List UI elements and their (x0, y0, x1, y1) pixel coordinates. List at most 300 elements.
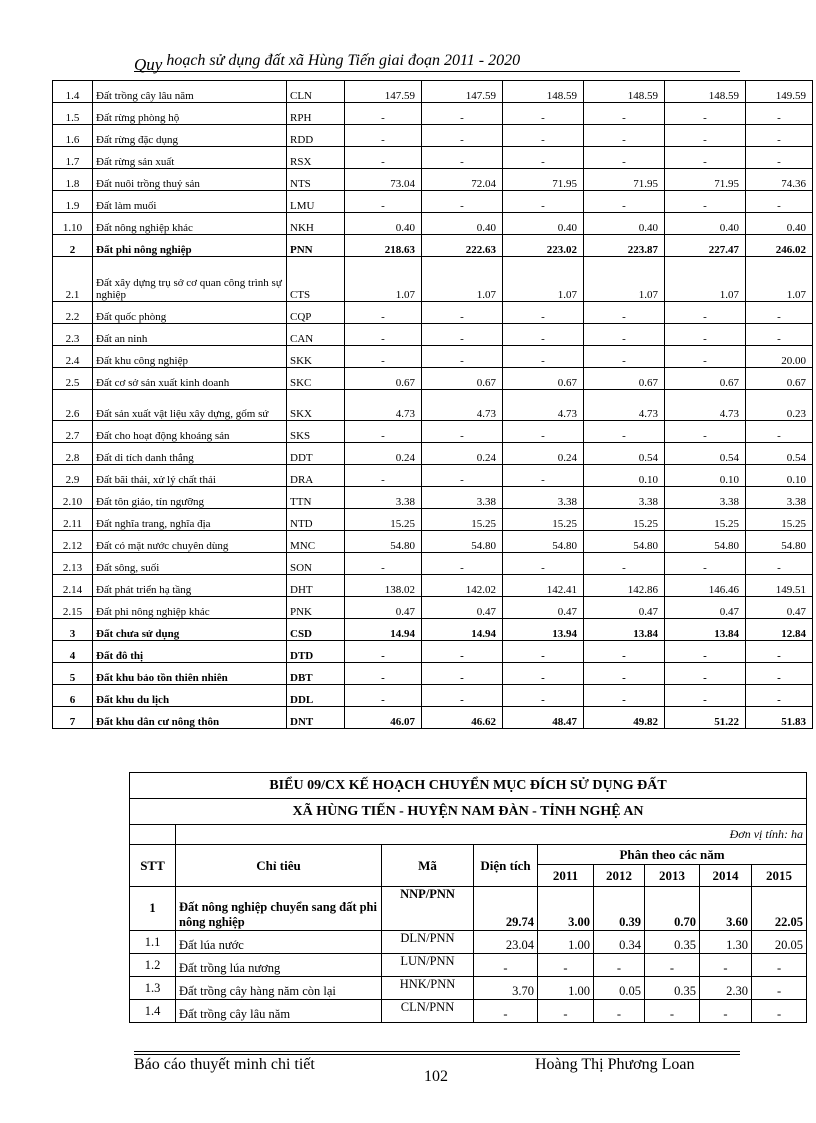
row-value: - (584, 324, 665, 346)
row-value: 0.54 (665, 443, 746, 465)
table-row (53, 125, 813, 147)
footer-author: Hoàng Thị Phương Loan (535, 1056, 695, 1073)
conversion-plan-table (129, 772, 807, 1023)
header-year: 2014 (700, 865, 752, 887)
header-stt: STT (130, 845, 176, 887)
row-value: - (345, 302, 422, 324)
row-value: 142.86 (584, 575, 665, 597)
row-code: NNP/PNN (382, 887, 474, 931)
header-title: hoạch sử dụng đất xã Hùng Tiến giai đoạn 2011 - 2020 (166, 52, 521, 69)
row-value: - (746, 663, 813, 685)
row-value: 14.94 (345, 619, 422, 641)
row-value: 4.73 (584, 390, 665, 421)
row-name: Đất có mặt nước chuyên dùng (93, 531, 287, 553)
row-code: CLN/PNN (382, 1000, 474, 1023)
row-value: - (746, 103, 813, 125)
row-name: Đất trồng cây hàng năm còn lại (176, 977, 382, 1000)
row-stt: 1.7 (53, 147, 93, 169)
row-name: Đất trồng cây lâu năm (176, 1000, 382, 1023)
row-stt: 2.15 (53, 597, 93, 619)
row-code: DRA (287, 465, 345, 487)
row-code: CAN (287, 324, 345, 346)
row-stt: 2.2 (53, 302, 93, 324)
row-value: - (746, 147, 813, 169)
row-stt: 1.2 (130, 954, 176, 977)
row-value: - (665, 324, 746, 346)
row-value: - (345, 641, 422, 663)
row-value: 0.67 (746, 368, 813, 390)
row-name: Đất làm muối (93, 191, 287, 213)
row-name: Đất cho hoạt động khoáng sản (93, 421, 287, 443)
row-value: 0.24 (422, 443, 503, 465)
row-value: - (752, 1000, 807, 1023)
row-value: - (503, 324, 584, 346)
table-row (53, 324, 813, 346)
row-value: 146.46 (665, 575, 746, 597)
row-value: 54.80 (422, 531, 503, 553)
row-value: 3.38 (422, 487, 503, 509)
row-name: Đất xây dựng trụ sở cơ quan công trình sự nghiệp (93, 257, 287, 302)
row-value: 72.04 (422, 169, 503, 191)
table-row (53, 619, 813, 641)
row-name: Đất nuôi trồng thuỷ sản (93, 169, 287, 191)
page-header (134, 50, 521, 74)
row-value: 22.05 (752, 887, 807, 931)
row-name: Đất rừng sản xuất (93, 147, 287, 169)
row-value: - (752, 977, 807, 1000)
row-stt: 2.6 (53, 390, 93, 421)
row-code: DDT (287, 443, 345, 465)
table-row (53, 685, 813, 707)
row-value: - (422, 324, 503, 346)
row-value: - (665, 346, 746, 368)
row-stt: 1.9 (53, 191, 93, 213)
table-row (53, 465, 813, 487)
row-code: DDL (287, 685, 345, 707)
row-code: LUN/PNN (382, 954, 474, 977)
table-row (53, 103, 813, 125)
row-name: Đất khu du lịch (93, 685, 287, 707)
table-row (53, 368, 813, 390)
table-row (53, 346, 813, 368)
row-name: Đất nông nghiệp khác (93, 213, 287, 235)
table-row (53, 575, 813, 597)
row-value: - (422, 346, 503, 368)
row-value: 3.60 (700, 887, 752, 931)
row-value: 0.47 (345, 597, 422, 619)
table-row (130, 931, 807, 954)
row-value: 1.07 (584, 257, 665, 302)
row-code: SKS (287, 421, 345, 443)
row-value: - (665, 103, 746, 125)
row-value: - (746, 191, 813, 213)
table-row (53, 707, 813, 729)
row-value: 3.38 (584, 487, 665, 509)
row-value: 147.59 (345, 81, 422, 103)
row-code: RPH (287, 103, 345, 125)
table-row (53, 641, 813, 663)
header-prefix: Quy (134, 55, 163, 74)
table2-title: BIỂU 09/CX KẾ HOẠCH CHUYỂN MỤC ĐÍCH SỬ DỤNG ĐẤT (130, 773, 807, 799)
footer-left: Báo cáo thuyết minh chi tiết (134, 1056, 315, 1073)
row-value: - (422, 191, 503, 213)
row-code: HNK/PNN (382, 977, 474, 1000)
row-value: - (584, 103, 665, 125)
row-value: - (422, 553, 503, 575)
row-value: - (665, 685, 746, 707)
row-value: 71.95 (665, 169, 746, 191)
row-value: - (665, 191, 746, 213)
row-value: 12.84 (746, 619, 813, 641)
header-years-group: Phân theo các năm (538, 845, 807, 865)
row-name: Đất trồng cây lâu năm (93, 81, 287, 103)
row-value: - (345, 685, 422, 707)
row-value: - (422, 685, 503, 707)
row-name: Đất cơ sở sản xuất kinh doanh (93, 368, 287, 390)
row-value: 15.25 (665, 509, 746, 531)
row-stt: 2.7 (53, 421, 93, 443)
row-value: 3.38 (345, 487, 422, 509)
table-row (53, 390, 813, 421)
row-value: 222.63 (422, 235, 503, 257)
row-value: - (594, 954, 645, 977)
row-value: - (503, 302, 584, 324)
row-code: NKH (287, 213, 345, 235)
row-value: 227.47 (665, 235, 746, 257)
row-name: Đất tôn giáo, tín ngưỡng (93, 487, 287, 509)
row-stt: 2.1 (53, 257, 93, 302)
row-value: 2.30 (700, 977, 752, 1000)
row-value: 1.00 (538, 931, 594, 954)
row-value: 20.05 (752, 931, 807, 954)
row-code: CTS (287, 257, 345, 302)
row-code: DBT (287, 663, 345, 685)
row-code: NTS (287, 169, 345, 191)
row-code: SKK (287, 346, 345, 368)
row-value: 148.59 (665, 81, 746, 103)
row-value: - (345, 465, 422, 487)
row-stt: 2.3 (53, 324, 93, 346)
row-name: Đất an ninh (93, 324, 287, 346)
row-stt: 6 (53, 685, 93, 707)
row-value: 4.73 (422, 390, 503, 421)
row-stt: 2.10 (53, 487, 93, 509)
row-name: Đất lúa nước (176, 931, 382, 954)
row-name: Đất phi nông nghiệp khác (93, 597, 287, 619)
row-value: - (665, 553, 746, 575)
row-value: 1.07 (746, 257, 813, 302)
row-value: - (345, 421, 422, 443)
row-code: SKC (287, 368, 345, 390)
row-stt: 2.12 (53, 531, 93, 553)
table-row (53, 147, 813, 169)
row-value: 246.02 (746, 235, 813, 257)
row-value: 74.36 (746, 169, 813, 191)
header-name: Chỉ tiêu (176, 845, 382, 887)
header-code: Mã (382, 845, 474, 887)
row-value: 4.73 (665, 390, 746, 421)
table-row (53, 169, 813, 191)
row-value: 0.54 (746, 443, 813, 465)
row-value: 218.63 (345, 235, 422, 257)
row-value: - (422, 641, 503, 663)
row-area: - (474, 1000, 538, 1023)
row-value: - (345, 346, 422, 368)
row-value: - (584, 553, 665, 575)
row-value: 0.05 (594, 977, 645, 1000)
row-stt: 1.3 (130, 977, 176, 1000)
row-value: - (700, 1000, 752, 1023)
row-stt: 1.6 (53, 125, 93, 147)
row-code: MNC (287, 531, 345, 553)
table-row (53, 553, 813, 575)
row-value: 0.47 (746, 597, 813, 619)
row-value: - (538, 954, 594, 977)
row-value: - (665, 147, 746, 169)
row-value: 0.40 (422, 213, 503, 235)
row-code: CQP (287, 302, 345, 324)
row-value: - (422, 103, 503, 125)
table-row (130, 887, 807, 931)
table-row (53, 81, 813, 103)
row-value: - (594, 1000, 645, 1023)
table-row (53, 663, 813, 685)
row-stt: 5 (53, 663, 93, 685)
row-value: 15.25 (422, 509, 503, 531)
row-area: - (474, 954, 538, 977)
table-row (53, 509, 813, 531)
row-name: Đất quốc phòng (93, 302, 287, 324)
row-value: 148.59 (584, 81, 665, 103)
header-year: 2013 (645, 865, 700, 887)
row-value: 0.39 (594, 887, 645, 931)
row-value: 223.87 (584, 235, 665, 257)
row-value: - (584, 191, 665, 213)
row-value: 51.83 (746, 707, 813, 729)
row-value: 0.47 (503, 597, 584, 619)
row-value: - (422, 302, 503, 324)
row-stt: 1.5 (53, 103, 93, 125)
row-value: 0.10 (746, 465, 813, 487)
row-area: 3.70 (474, 977, 538, 1000)
row-value: 147.59 (422, 81, 503, 103)
row-value: - (503, 663, 584, 685)
row-value: 0.40 (746, 213, 813, 235)
row-value: 54.80 (503, 531, 584, 553)
row-value: - (503, 685, 584, 707)
row-value: - (503, 465, 584, 487)
row-code: DNT (287, 707, 345, 729)
row-stt: 7 (53, 707, 93, 729)
row-value: 13.94 (503, 619, 584, 641)
header-year: 2015 (752, 865, 807, 887)
row-value: 15.25 (584, 509, 665, 531)
row-value: - (345, 324, 422, 346)
row-value: 0.24 (503, 443, 584, 465)
row-stt: 3 (53, 619, 93, 641)
row-value: 13.84 (665, 619, 746, 641)
row-value: 46.07 (345, 707, 422, 729)
row-code: TTN (287, 487, 345, 509)
row-value: - (700, 954, 752, 977)
table2-subtitle: XÃ HÙNG TIẾN - HUYỆN NAM ĐÀN - TỈNH NGHỆ AN (130, 799, 807, 825)
row-value: 0.67 (665, 368, 746, 390)
row-value: 138.02 (345, 575, 422, 597)
table-row (53, 531, 813, 553)
row-value: - (665, 641, 746, 663)
row-value: 149.51 (746, 575, 813, 597)
row-code: SKX (287, 390, 345, 421)
row-value: - (345, 553, 422, 575)
footer-divider (134, 1051, 740, 1052)
row-stt: 1 (130, 887, 176, 931)
row-value: - (503, 125, 584, 147)
table-row (130, 1000, 807, 1023)
row-value: - (345, 663, 422, 685)
footer-divider (134, 1054, 740, 1055)
row-value: 0.67 (345, 368, 422, 390)
row-value: 3.38 (665, 487, 746, 509)
row-code: CSD (287, 619, 345, 641)
table-row (53, 487, 813, 509)
table-row (53, 213, 813, 235)
row-code: RDD (287, 125, 345, 147)
row-value: 48.47 (503, 707, 584, 729)
row-value: 142.02 (422, 575, 503, 597)
row-value: 0.40 (345, 213, 422, 235)
row-value: 0.40 (584, 213, 665, 235)
row-value: 14.94 (422, 619, 503, 641)
row-value: 1.07 (665, 257, 746, 302)
row-stt: 2.8 (53, 443, 93, 465)
row-value: 4.73 (503, 390, 584, 421)
row-value: 46.62 (422, 707, 503, 729)
row-value: - (345, 147, 422, 169)
header-divider (134, 71, 740, 72)
row-value: - (746, 641, 813, 663)
header-year: 2012 (594, 865, 645, 887)
row-value: 4.73 (345, 390, 422, 421)
row-name: Đất khu bảo tồn thiên nhiên (93, 663, 287, 685)
row-value: 1.07 (422, 257, 503, 302)
row-value: 15.25 (746, 509, 813, 531)
row-name: Đất phi nông nghiệp (93, 235, 287, 257)
row-value: - (584, 302, 665, 324)
row-value: 0.40 (503, 213, 584, 235)
row-value: - (746, 324, 813, 346)
row-value: 0.67 (422, 368, 503, 390)
row-value: 0.67 (584, 368, 665, 390)
row-value: - (584, 421, 665, 443)
row-stt: 2.5 (53, 368, 93, 390)
row-code: RSX (287, 147, 345, 169)
row-value: - (665, 125, 746, 147)
row-value: - (584, 147, 665, 169)
row-value: - (538, 1000, 594, 1023)
row-value: 13.84 (584, 619, 665, 641)
row-code: LMU (287, 191, 345, 213)
row-value: - (503, 346, 584, 368)
row-stt: 1.4 (53, 81, 93, 103)
row-value: - (665, 302, 746, 324)
table-row (130, 954, 807, 977)
row-value: - (422, 125, 503, 147)
table-row (53, 191, 813, 213)
row-stt: 2.13 (53, 553, 93, 575)
row-value: 71.95 (584, 169, 665, 191)
row-value: 0.34 (594, 931, 645, 954)
row-value: 54.80 (665, 531, 746, 553)
row-stt: 1.1 (130, 931, 176, 954)
row-value: 73.04 (345, 169, 422, 191)
header-area: Diện tích (474, 845, 538, 887)
row-value: - (422, 663, 503, 685)
row-stt: 1.10 (53, 213, 93, 235)
row-name: Đất khu công nghiệp (93, 346, 287, 368)
row-value: 1.30 (700, 931, 752, 954)
table-row (53, 597, 813, 619)
row-value: - (345, 191, 422, 213)
row-name: Đất chưa sử dụng (93, 619, 287, 641)
row-value: - (645, 1000, 700, 1023)
row-value: - (503, 191, 584, 213)
row-value: - (746, 302, 813, 324)
row-value: 142.41 (503, 575, 584, 597)
row-value: 3.00 (538, 887, 594, 931)
row-value: - (584, 641, 665, 663)
row-name: Đất sông, suối (93, 553, 287, 575)
row-value: 54.80 (746, 531, 813, 553)
row-value: 1.07 (503, 257, 584, 302)
row-value: - (503, 103, 584, 125)
row-name: Đất rừng phòng hộ (93, 103, 287, 125)
table-row (53, 302, 813, 324)
row-value: 0.47 (584, 597, 665, 619)
row-stt: 2.11 (53, 509, 93, 531)
row-value: - (422, 465, 503, 487)
row-value: - (746, 125, 813, 147)
row-code: CLN (287, 81, 345, 103)
row-value: 0.35 (645, 931, 700, 954)
table-row (53, 235, 813, 257)
row-value: 71.95 (503, 169, 584, 191)
row-value: 54.80 (584, 531, 665, 553)
page-number: 102 (424, 1068, 448, 1085)
row-value: 3.38 (746, 487, 813, 509)
row-name: Đất rừng đặc dụng (93, 125, 287, 147)
row-code: DHT (287, 575, 345, 597)
row-value: 0.70 (645, 887, 700, 931)
row-value: - (345, 103, 422, 125)
row-area: 29.74 (474, 887, 538, 931)
row-value: 0.47 (665, 597, 746, 619)
row-value: - (584, 685, 665, 707)
row-value: 20.00 (746, 346, 813, 368)
row-value: - (746, 553, 813, 575)
header-year: 2011 (538, 865, 594, 887)
row-value: 149.59 (746, 81, 813, 103)
row-value: - (752, 954, 807, 977)
row-value: 0.10 (665, 465, 746, 487)
row-value: - (645, 954, 700, 977)
row-name: Đất di tích danh thắng (93, 443, 287, 465)
row-value: - (746, 685, 813, 707)
row-name: Đất đô thị (93, 641, 287, 663)
row-value: 15.25 (345, 509, 422, 531)
row-value: 0.67 (503, 368, 584, 390)
row-value: - (746, 421, 813, 443)
row-name: Đất nghĩa trang, nghĩa địa (93, 509, 287, 531)
